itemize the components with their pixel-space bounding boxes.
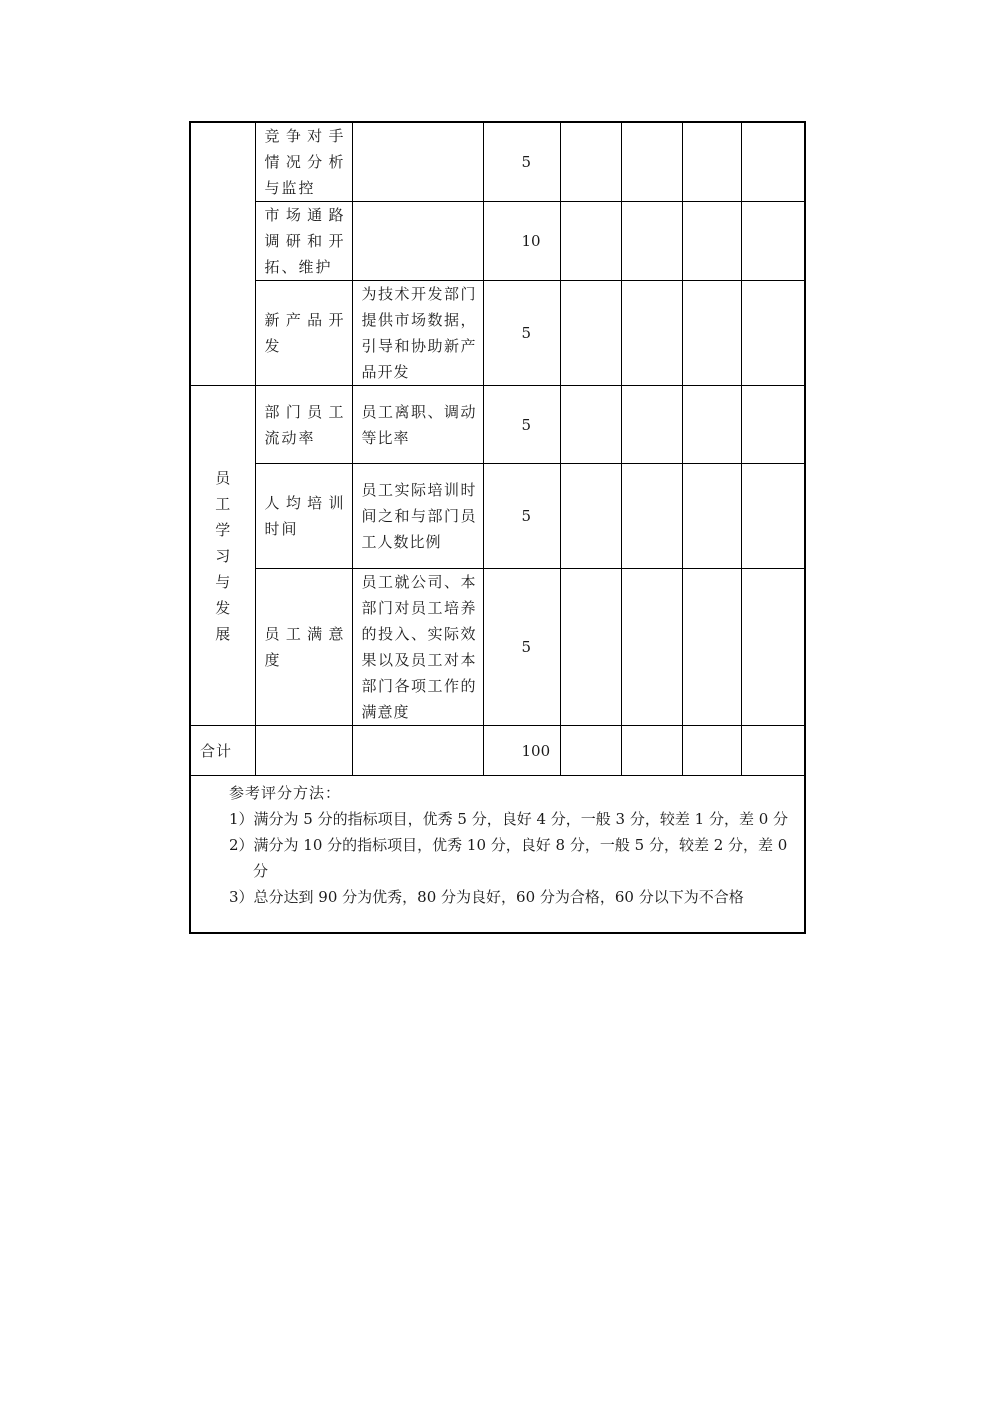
category-cell <box>190 386 255 726</box>
blank-cell <box>621 726 682 776</box>
blank-cell <box>741 726 805 776</box>
blank-cell <box>560 281 621 386</box>
table-row <box>190 281 805 386</box>
blank-cell <box>682 281 741 386</box>
table-row <box>190 122 805 202</box>
table-row <box>190 202 805 281</box>
note-item: 2）满分为 10 分的指标项目，优秀 10 分，良好 8 分，一般 5 分，较差 2 分，差 0 分 <box>229 836 788 880</box>
blank-cell <box>560 122 621 202</box>
blank-cell <box>560 569 621 726</box>
description-cell: 为技术开发部门提供市场数据，引导和协助新产品开发 <box>352 281 483 386</box>
description-cell <box>352 202 483 281</box>
blank-cell <box>560 202 621 281</box>
blank-cell <box>682 726 741 776</box>
score-cell: 5 <box>483 386 560 464</box>
blank-cell <box>682 569 741 726</box>
indicator-cell: 员工满意度 <box>255 569 352 726</box>
category-label: 员工学习与发展 <box>215 468 231 643</box>
blank-cell <box>741 122 805 202</box>
blank-cell <box>682 122 741 202</box>
blank-cell <box>560 726 621 776</box>
score-cell: 10 <box>483 202 560 281</box>
table-row <box>190 386 805 464</box>
blank-cell <box>741 569 805 726</box>
indicator-cell: 人均培训时间 <box>255 464 352 569</box>
note-item: 3）总分达到 90 分为优秀，80 分为良好，60 分为合格，60 分以下为不合格 <box>229 888 744 906</box>
blank-cell <box>741 464 805 569</box>
indicator-cell: 新产品开发 <box>255 281 352 386</box>
category-cell <box>190 122 255 386</box>
blank-cell <box>682 202 741 281</box>
table-row <box>190 569 805 726</box>
blank-cell <box>741 281 805 386</box>
blank-cell <box>741 202 805 281</box>
total-label: 合计 <box>190 726 255 776</box>
blank-cell <box>741 386 805 464</box>
score-cell: 5 <box>483 569 560 726</box>
score-cell: 5 <box>483 464 560 569</box>
description-cell: 员工离职、调动等比率 <box>352 386 483 464</box>
blank-cell <box>621 202 682 281</box>
indicator-cell: 竞争对手情况分析与监控 <box>255 122 352 202</box>
blank-cell <box>621 386 682 464</box>
evaluation-table <box>189 121 806 934</box>
total-score: 100 <box>483 726 560 776</box>
blank-cell <box>621 464 682 569</box>
blank-cell <box>352 726 483 776</box>
score-cell: 5 <box>483 281 560 386</box>
blank-cell <box>560 464 621 569</box>
notes-row <box>190 776 805 933</box>
note-item: 1）满分为 5 分的指标项目，优秀 5 分，良好 4 分，一般 3 分，较差 1 分，差 0 分 <box>229 810 789 828</box>
blank-cell <box>621 569 682 726</box>
table-row <box>190 464 805 569</box>
description-cell: 员工实际培训时间之和与部门员工人数比例 <box>352 464 483 569</box>
description-cell: 员工就公司、本部门对员工培养的投入、实际效果以及员工对本部门各项工作的满意度 <box>352 569 483 726</box>
blank-cell <box>682 386 741 464</box>
description-cell <box>352 122 483 202</box>
notes-title: 参考评分方法： <box>229 784 342 802</box>
score-cell: 5 <box>483 122 560 202</box>
blank-cell <box>255 726 352 776</box>
indicator-cell: 部门员工流动率 <box>255 386 352 464</box>
blank-cell <box>621 281 682 386</box>
scoring-notes <box>190 776 805 933</box>
indicator-cell: 市场通路调研和开拓、维护 <box>255 202 352 281</box>
blank-cell <box>682 464 741 569</box>
blank-cell <box>621 122 682 202</box>
blank-cell <box>560 386 621 464</box>
total-row <box>190 726 805 776</box>
